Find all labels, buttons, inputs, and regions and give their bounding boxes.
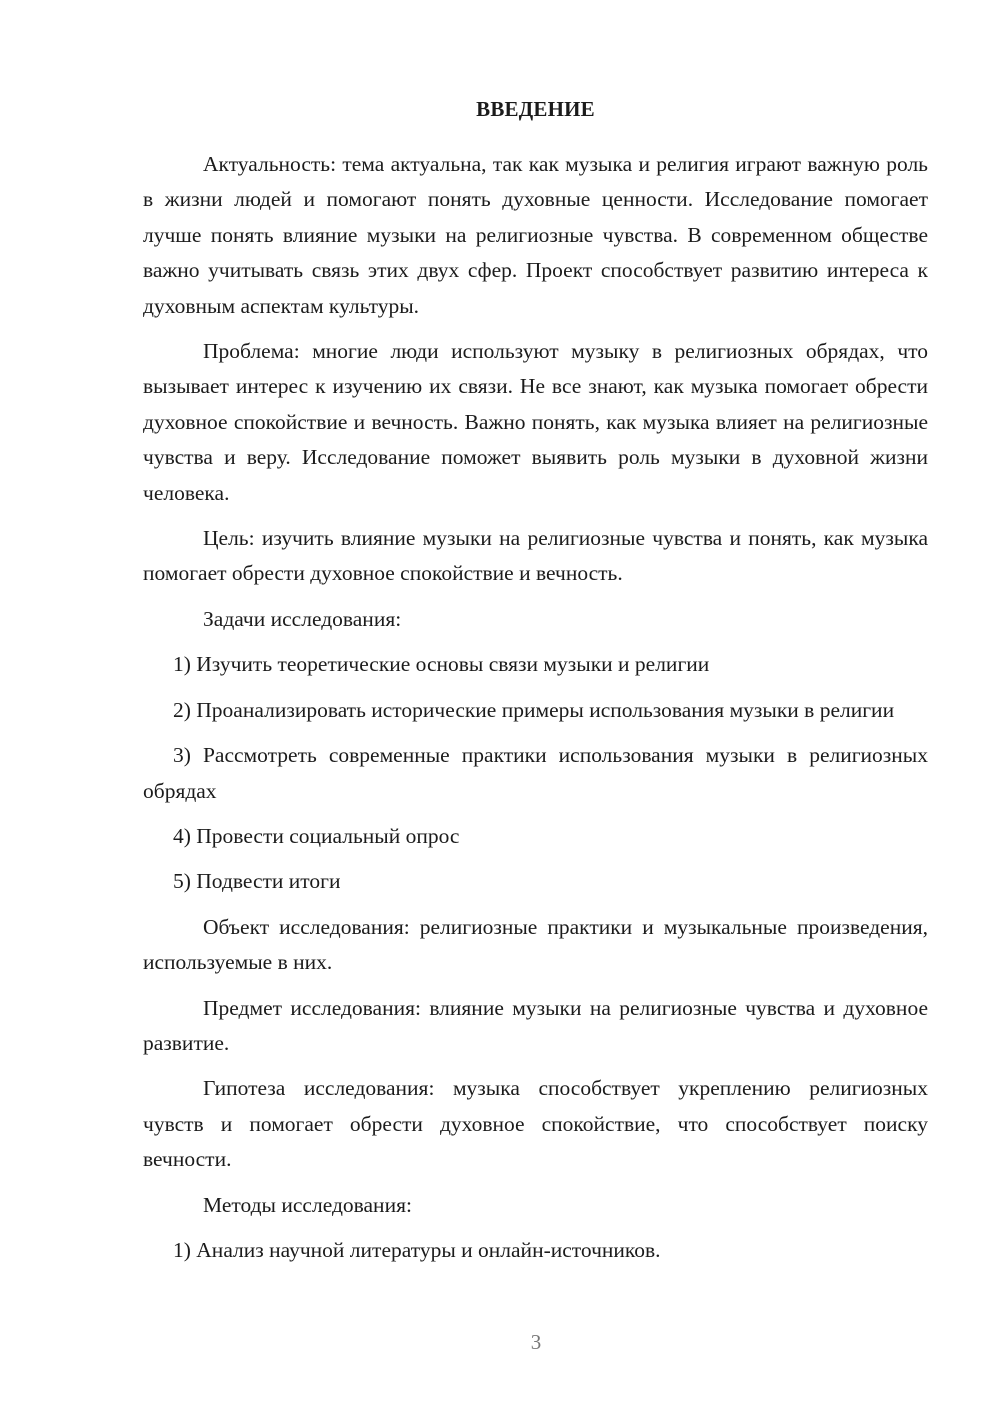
relevance-paragraph: Актуальность: тема актуальна, так как музыка и религия играют важную роль в жизни людей и помогают понять духовные ценности. Исследование помогает лучше понять влияние музыки на религиозные чувства. В современном обществе важно учитывать связь этих двух сфер. Проект способствует развитию интереса к духовным аспектам культуры. (143, 152, 928, 318)
hypothesis-paragraph: Гипотеза исследования: музыка способствует укреплению религиозных чувств и помогает обрести духовное спокойствие, что способствует поиску вечности. (143, 1076, 928, 1172)
problem-paragraph: Проблема: многие люди используют музыку в религиозных обрядах, что вызывает интерес к изучению их связи. Не все знают, как музыка помогает обрести духовное спокойствие и вечность. Важно понять, как музыка влияет на религиозные чувства и веру. Исследование поможет выявить роль музыки в духовной жизни человека. (143, 339, 928, 505)
task-item: 2) Проанализировать исторические примеры использования музыки в религии (173, 697, 895, 722)
tasks-heading: Задачи исследования: (203, 606, 402, 631)
methods-heading: Методы исследования: (203, 1192, 412, 1217)
document-page (143, 92, 928, 1278)
page-number: 3 (530, 1330, 542, 1354)
object-paragraph: Объект исследования: религиозные практики и музыкальные произведения, используемые в них. (143, 914, 928, 975)
task-item: 3) Рассмотреть современные практики использования музыки в религиозных обрядах (143, 743, 928, 803)
section-title: ВВЕДЕНИЕ (476, 97, 595, 121)
task-item: 4) Провести социальный опрос (173, 823, 460, 848)
subject-paragraph: Предмет исследования: влияние музыки на религиозные чувства и духовное развитие. (143, 995, 928, 1055)
page-number-footer (72, 1330, 1000, 1355)
goal-paragraph: Цель: изучить влияние музыки на религиозные чувства и понять, как музыка помогает обрести духовное спокойствие и вечность. (143, 526, 928, 586)
method-item: 1) Анализ научной литературы и онлайн-источников. (173, 1237, 661, 1262)
task-item: 5) Подвести итоги (173, 869, 341, 894)
task-item: 1) Изучить теоретические основы связи музыки и религии (173, 652, 710, 677)
